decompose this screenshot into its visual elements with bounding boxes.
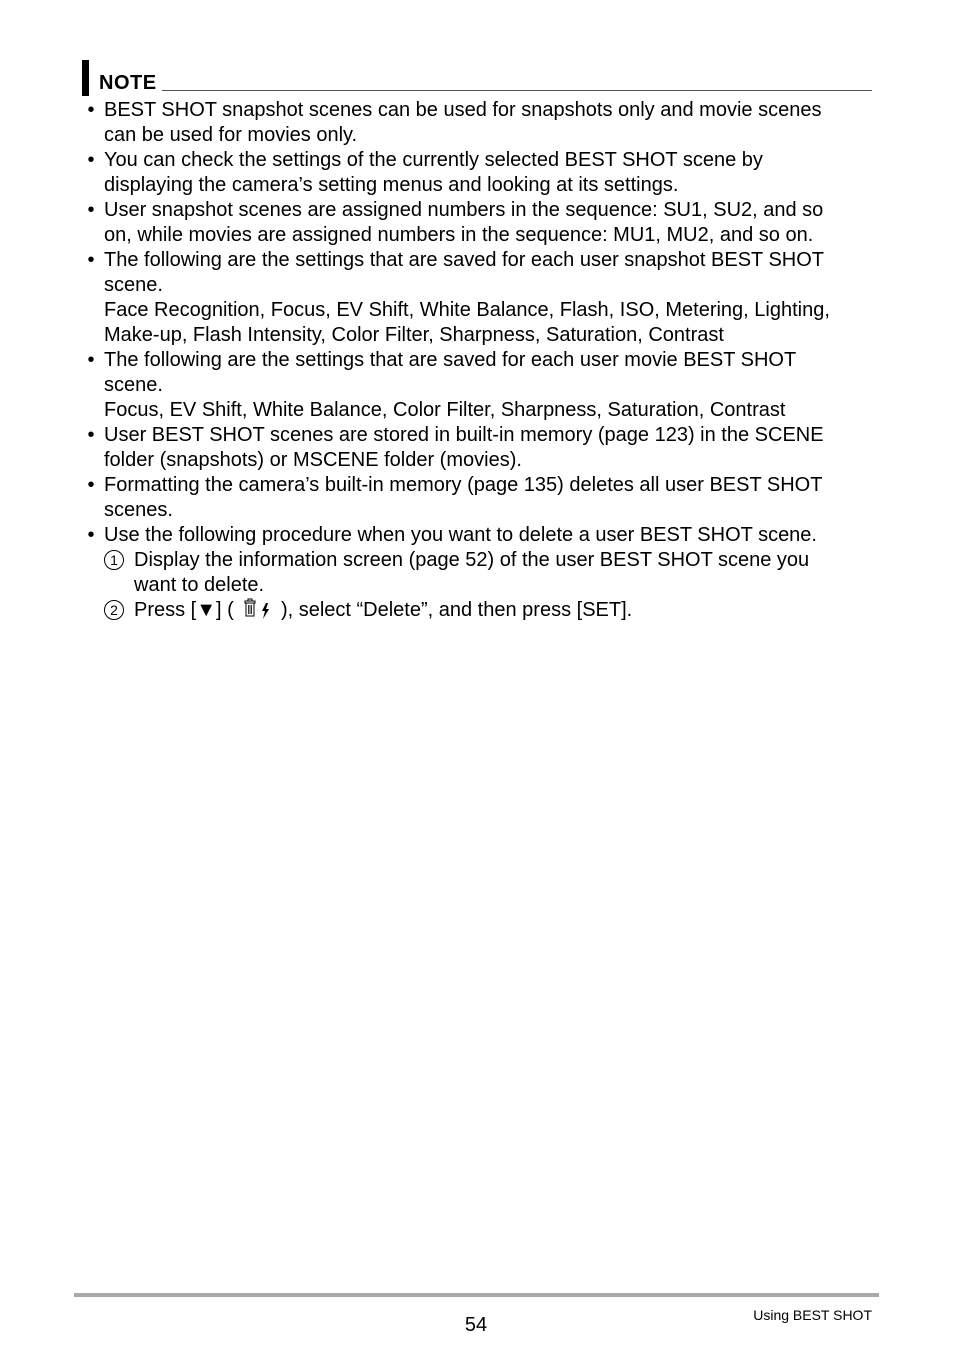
bullet-line: User BEST SHOT scenes are stored in built-in memory (page 123) in the SCENE [104, 424, 824, 446]
bullet-line: displaying the camera’s setting menus and looking at its settings. [104, 174, 679, 196]
step-number-circle: 2 [104, 600, 124, 620]
step-text-before-icon: Press [▼] ( [134, 599, 234, 621]
bullet-mark: • [87, 99, 95, 121]
bullet-line: You can check the settings of the currently selected BEST SHOT scene by [104, 149, 763, 171]
note-bullet [84, 198, 874, 248]
note-bullet [84, 523, 874, 627]
bullet-line: Formatting the camera’s built-in memory (page 135) deletes all user BEST SHOT [104, 474, 823, 496]
note-bullet [84, 248, 874, 348]
bullet-mark: • [87, 474, 95, 496]
bullet-line: folder (snapshots) or MSCENE folder (movies). [104, 449, 522, 471]
note-bar [82, 60, 89, 96]
bullet-line: can be used for movies only. [104, 124, 358, 146]
footer-rule [74, 1293, 879, 1297]
step-line: want to delete. [134, 574, 265, 596]
note-rule [162, 90, 872, 91]
bullet-line: on, while movies are assigned numbers in the sequence: MU1, MU2, and so on. [104, 224, 814, 246]
note-header [82, 60, 872, 96]
note-bullet [84, 473, 874, 523]
bullet-mark: • [87, 149, 95, 171]
note-bullet [84, 98, 874, 148]
note-bullet [84, 148, 874, 198]
bullet-mark: • [87, 249, 95, 271]
bullet-line: The following are the settings that are saved for each user snapshot BEST SHOT [104, 249, 825, 271]
step-number-circle: 1 [104, 550, 124, 570]
bullet-line: Use the following procedure when you want to delete a user BEST SHOT scene. [104, 524, 817, 546]
page-number: 54 [464, 1314, 488, 1336]
bullet-line: scenes. [104, 499, 173, 521]
note-bullet [84, 348, 874, 423]
footer-section-title: Using BEST SHOT [753, 1307, 872, 1323]
note-content [84, 98, 874, 627]
procedure-step [104, 598, 874, 627]
bullet-line: User snapshot scenes are assigned numbers in the sequence: SU1, SU2, and so [104, 199, 824, 221]
bullet-line: scene. [104, 274, 163, 296]
step-line: Display the information screen (page 52) of the user BEST SHOT scene you [134, 549, 810, 571]
procedure-step [104, 548, 874, 598]
note-bullet [84, 423, 874, 473]
bullet-line: scene. [104, 374, 163, 396]
bullet-line: Make-up, Flash Intensity, Color Filter, Sharpness, Saturation, Contrast [104, 324, 724, 346]
bullet-mark: • [87, 524, 95, 546]
bullet-line: Focus, EV Shift, White Balance, Color Filter, Sharpness, Saturation, Contrast [104, 399, 786, 421]
bullet-mark: • [87, 199, 95, 221]
bullet-line: Face Recognition, Focus, EV Shift, White Balance, Flash, ISO, Metering, Lighting, [104, 299, 830, 321]
bullet-mark: • [87, 349, 95, 371]
bullet-mark: • [87, 424, 95, 446]
bullet-line: BEST SHOT snapshot scenes can be used for snapshots only and movie scenes [104, 99, 822, 121]
step-text-after-icon: ), select “Delete”, and then press [SET]. [280, 599, 633, 621]
bullet-line: The following are the settings that are saved for each user movie BEST SHOT [104, 349, 797, 371]
trash-flash-icon [239, 598, 275, 627]
note-title: NOTE [99, 72, 157, 94]
